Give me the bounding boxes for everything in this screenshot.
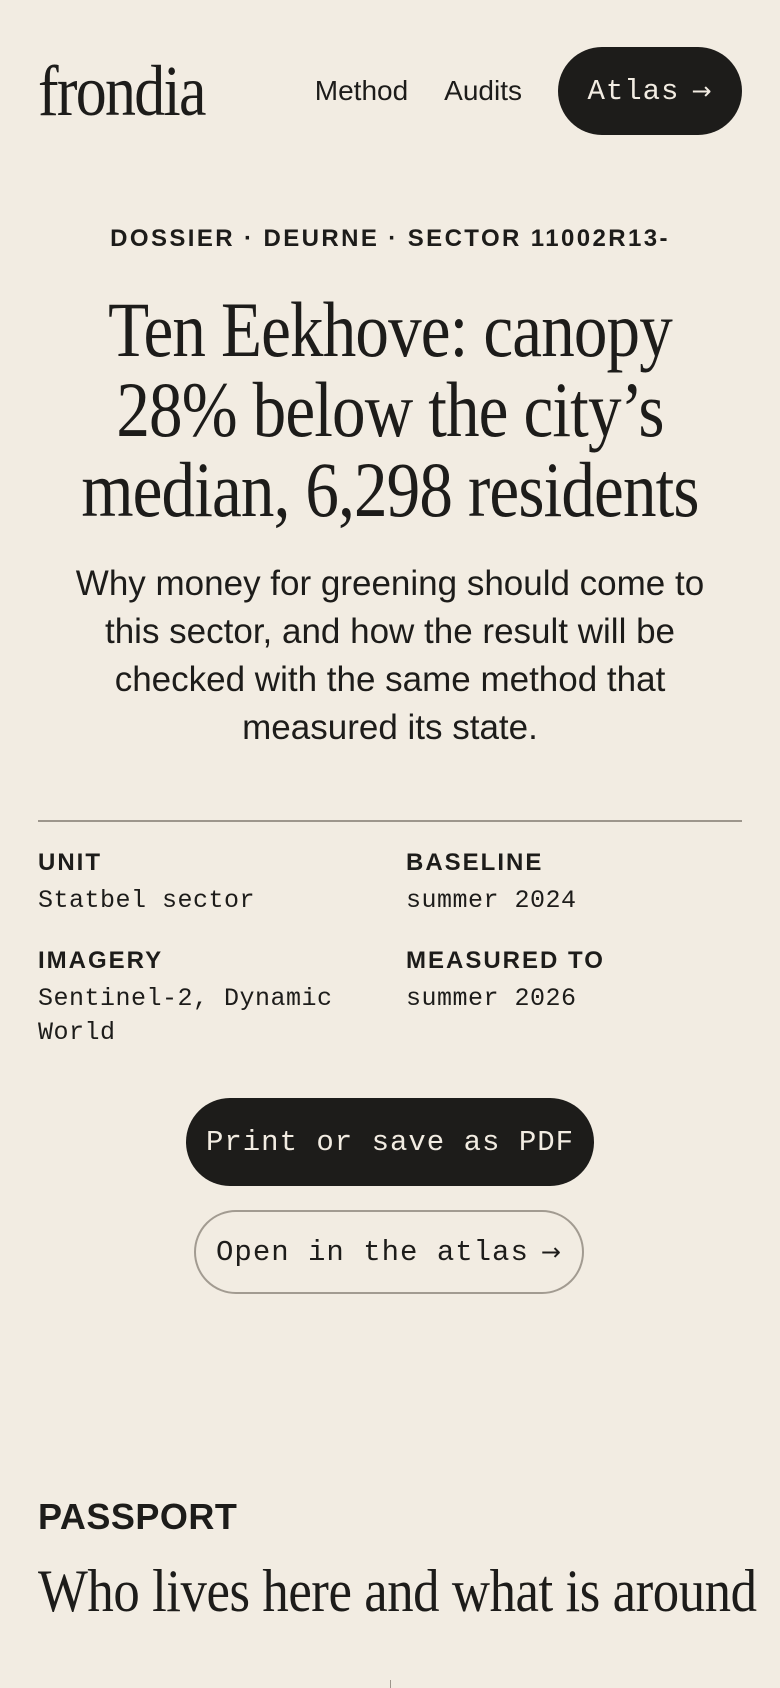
frondia-logo[interactable]: frondia bbox=[38, 51, 205, 131]
meta-unit-label: UNIT bbox=[38, 849, 102, 876]
meta-measured-to-label: MEASURED TO bbox=[406, 947, 605, 974]
print-pdf-button-label: Print or save as PDF bbox=[205, 1125, 575, 1159]
meta-measured-to-value: summer 2026 bbox=[406, 984, 577, 1013]
dossier-kicker: DOSSIER · DEURNE · SECTOR 11002R13- bbox=[110, 225, 670, 252]
open-atlas-button[interactable] bbox=[194, 1210, 584, 1294]
headline-line: median, 6,298 residents bbox=[81, 446, 699, 533]
headline-text bbox=[41, 286, 739, 533]
hero-lede: Why money for greening should come to this sector, and how the result will be checked with the same method that measured its state. bbox=[75, 564, 705, 747]
arrow-right-icon: → bbox=[540, 1238, 562, 1266]
print-pdf-button[interactable] bbox=[186, 1098, 594, 1186]
meta-unit-value: Statbel sector bbox=[38, 886, 256, 915]
headline-line: 28% below the city’s bbox=[116, 366, 664, 453]
arrow-right-icon: → bbox=[691, 77, 713, 105]
atlas-button[interactable] bbox=[558, 47, 742, 135]
meta-imagery-value: Sentinel-2, Dynamic World bbox=[38, 984, 333, 1047]
atlas-button-label: Atlas bbox=[587, 74, 680, 108]
meta-imagery-label: IMAGERY bbox=[38, 947, 164, 974]
meta-measured-to bbox=[406, 946, 736, 1016]
meta-imagery bbox=[38, 946, 358, 1050]
passport-section-title: Who lives here and what is around bbox=[38, 1558, 757, 1624]
divider bbox=[38, 820, 742, 822]
divider bbox=[390, 1680, 391, 1688]
nav-audits-link[interactable]: Audits bbox=[444, 75, 522, 106]
main-nav bbox=[315, 46, 742, 136]
page-headline bbox=[40, 286, 740, 533]
site-header bbox=[38, 46, 742, 136]
nav-method-link[interactable]: Method bbox=[314, 75, 409, 106]
passport-section-label: PASSPORT bbox=[38, 1496, 238, 1537]
meta-baseline bbox=[406, 848, 736, 918]
headline-line: Ten Eekhove: canopy bbox=[108, 286, 672, 373]
meta-baseline-label: BASELINE bbox=[406, 849, 544, 876]
open-atlas-button-label: Open in the atlas bbox=[216, 1235, 529, 1269]
meta-baseline-value: summer 2024 bbox=[406, 886, 577, 915]
meta-unit bbox=[38, 848, 368, 918]
